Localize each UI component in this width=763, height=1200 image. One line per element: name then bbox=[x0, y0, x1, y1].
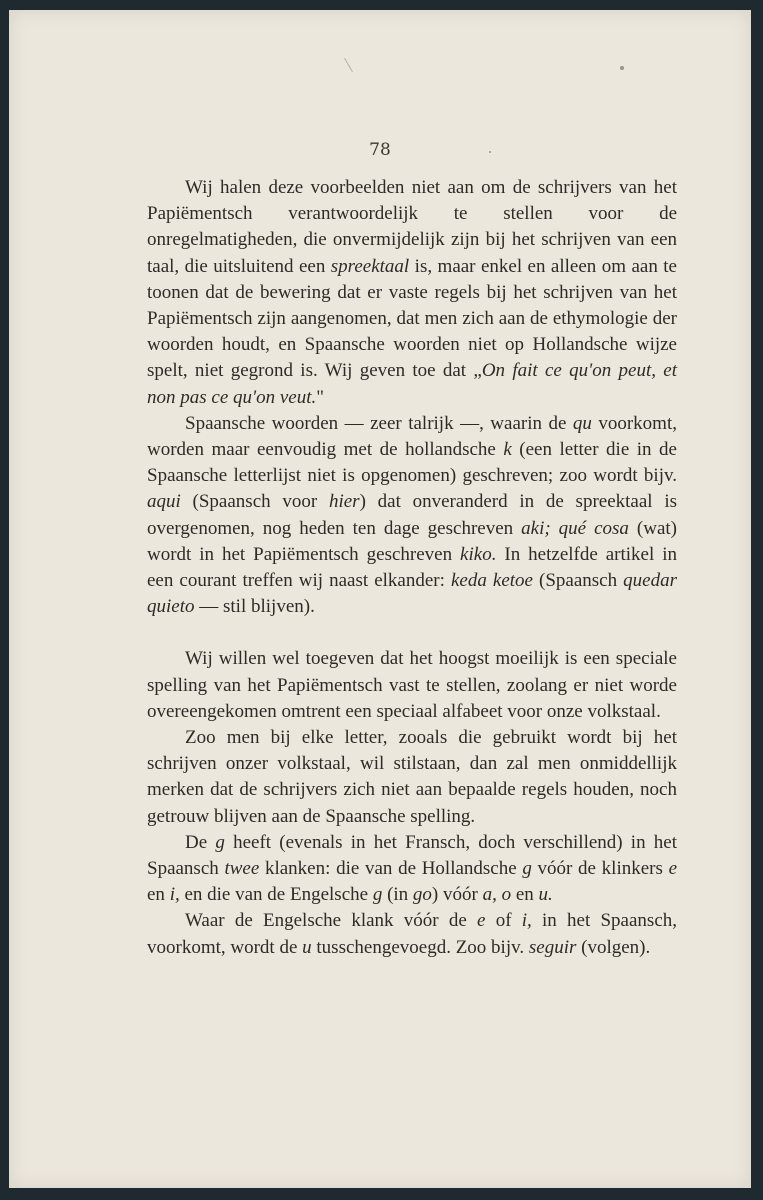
text-run: ) dat onveranderd in de spreektaal is overgenomen, nog heden ten dage geschreven bbox=[147, 491, 677, 539]
text-run: De bbox=[185, 831, 216, 853]
text-run: tusschengevoegd. Zoo bijv. bbox=[311, 936, 529, 958]
italic-text: qu bbox=[572, 412, 592, 434]
italic-text: u. bbox=[538, 884, 553, 906]
italic-text: i, bbox=[169, 884, 180, 906]
book-page bbox=[9, 10, 751, 1188]
italic-text: spreektaal bbox=[330, 255, 410, 277]
text-run: Spaansche woorden — zeer talrijk —, waarin de bbox=[185, 412, 573, 434]
text-run: in het Spaansch, voorkomt, wordt de bbox=[147, 910, 678, 958]
text-run: en bbox=[511, 884, 539, 906]
paragraph bbox=[147, 830, 677, 909]
italic-text: aki; qué cosa bbox=[521, 517, 629, 539]
text-run: of bbox=[485, 910, 522, 932]
italic-text: e bbox=[668, 858, 677, 880]
text-run: (volgen). bbox=[576, 936, 651, 958]
italic-text: keda ketoe bbox=[450, 570, 533, 592]
italic-text: e bbox=[477, 910, 486, 932]
text-run: voorkomt, worden maar eenvoudig met de hollandsche bbox=[147, 412, 677, 461]
italic-text: a, o bbox=[482, 884, 512, 906]
paragraph bbox=[147, 411, 677, 621]
text-run: ) vóór bbox=[431, 884, 483, 906]
italic-text: hier bbox=[328, 491, 360, 513]
italic-text: g bbox=[522, 858, 532, 880]
text-run: Waar de Engelsche klank vóór de bbox=[185, 910, 478, 932]
italic-text: twee bbox=[224, 858, 260, 880]
text-run: (een letter die in de Spaansche letterlijst niet is opgenomen) geschreven; zoo wordt bijv. bbox=[147, 439, 677, 487]
text-run: Wij willen wel toegeven dat het hoogst moeilijk is een speciale spelling van het Papiëmentsch vast te stellen, zoolang er niet worde overeengekomen omtrent een speciaal alfabeet voor onze volkstaal. bbox=[147, 648, 677, 722]
text-run: (Spaansch voor bbox=[180, 491, 329, 513]
paragraph bbox=[147, 175, 677, 411]
italic-text: seguir bbox=[528, 936, 577, 958]
italic-text: kiko. bbox=[460, 543, 497, 565]
text-run: Wij halen deze voorbeelden niet aan om de schrijvers van het Papiëmentsch verantwoordelijk te stellen voor de onregelmatigheden, die onvermijdelijk zijn bij het schrijven van een taal, die uitsluitend een bbox=[147, 177, 677, 277]
italic-text: go bbox=[412, 884, 432, 906]
text-run: Zoo men bij elke letter, zooals die gebruikt wordt bij het schrijven onzer volkstaal, wil stilstaan, dan zal men onmiddellijk merken dat de schrijvers zich niet aan bepaalde regels houden, noch getrouw blijven aan de Spaansche spelling. bbox=[147, 727, 677, 827]
paper-mark bbox=[344, 58, 353, 72]
text-run: vóór de klinkers bbox=[531, 858, 669, 880]
italic-text: aqui bbox=[147, 491, 181, 513]
italic-text: On fait ce qu'on peut, et non pas ce qu'on veut. bbox=[147, 360, 677, 408]
text-run: klanken: die van de Hollandsche bbox=[259, 858, 523, 880]
text-run: In hetzelfde artikel in een courant treffen wij naast elkander: bbox=[147, 543, 677, 592]
paragraph bbox=[147, 908, 677, 960]
text-run: (wat) wordt in het Papiëmentsch geschreven bbox=[147, 517, 677, 565]
italic-text: g bbox=[372, 884, 383, 906]
italic-text: i, bbox=[521, 910, 532, 932]
paragraph bbox=[147, 646, 677, 725]
text-run: (Spaansch bbox=[532, 570, 624, 592]
italic-text: k bbox=[503, 439, 512, 461]
paper-speck bbox=[620, 66, 624, 70]
text-run: — stil blijven). bbox=[194, 596, 315, 618]
paragraph bbox=[147, 725, 677, 830]
text-run: (in bbox=[382, 884, 413, 906]
italic-text: g bbox=[215, 831, 225, 853]
page-number: 78 bbox=[369, 140, 391, 160]
text-run: is, maar enkel en alleen om aan te toonen dat de bewering dat er vaste regels bij het schrijven van het Papiëmentsch zijn aangenomen, dat men zich aan de ethymologie der woorden houdt, en Spaansche woorden niet op Hollandsche wijze spelt, niet gegrond is. Wij geven toe dat „ bbox=[147, 255, 677, 382]
text-run: " bbox=[316, 386, 324, 408]
text-run: en die van de Engelsche bbox=[179, 884, 373, 906]
italic-text: u bbox=[302, 936, 312, 958]
italic-text: quedar quieto bbox=[147, 570, 677, 618]
text-run: en bbox=[147, 884, 170, 906]
text-run: heeft (evenals in het Fransch, doch verschillend) in het Spaansch bbox=[147, 831, 678, 880]
body-text bbox=[147, 175, 677, 961]
